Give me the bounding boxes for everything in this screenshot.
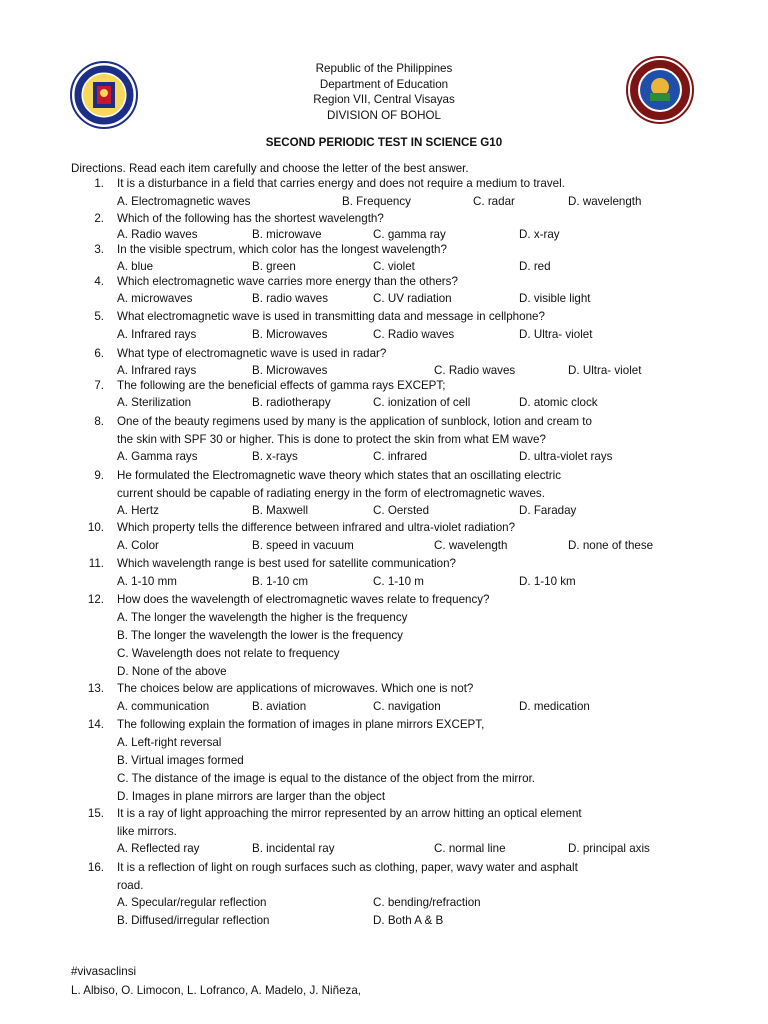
answer-option: B. Maxwell [252,504,309,517]
answer-option: B. Microwaves [252,328,328,341]
question-number: 7. [94,379,104,392]
question-text: Which electromagnetic wave carries more energy than the others? [117,275,458,288]
question-number: 5. [94,310,104,323]
footer-authors: L. Albiso, O. Limocon, L. Lofranco, A. Madelo, J. Niñeza, [71,984,361,997]
header-line: Republic of the Philippines [315,62,453,75]
question-text: Which property tells the difference between infrared and ultra-violet radiation? [117,521,516,534]
answer-option: D. red [519,260,551,273]
question-text: It is a reflection of light on rough surfaces such as clothing, paper, wavy water and asphalt [117,861,578,874]
question-text: How does the wavelength of electromagnetic waves relate to frequency? [117,593,490,606]
answer-option: D. visible light [519,292,591,305]
question-number: 6. [94,347,104,360]
answer-option: D. principal axis [568,842,650,855]
answer-option: B. Virtual images formed [117,754,244,767]
answer-option: A. Color [117,539,159,552]
answer-option: A. Left-right reversal [117,736,222,749]
answer-option: C. gamma ray [373,228,446,241]
question-number: 1. [94,177,104,190]
answer-option: C. violet [373,260,415,273]
answer-option: A. blue [117,260,154,273]
answer-option: D. Faraday [519,504,577,517]
header-block [0,61,768,123]
answer-option: C. radar [473,195,515,208]
question-number: 13. [87,682,104,695]
question-number: 8. [94,415,104,428]
answer-option: D. Both A & B [373,914,444,927]
question-text: One of the beauty regimens used by many is the application of sunblock, lotion and cream to [117,415,592,428]
answer-option: B. x-rays [252,450,298,463]
answer-option: A. Sterilization [117,396,192,409]
answer-option: B. Frequency [342,195,411,208]
question-number: 2. [94,212,104,225]
question-number: 4. [94,275,104,288]
question-text: Which of the following has the shortest wavelength? [117,212,384,225]
answer-option: A. Reflected ray [117,842,200,855]
answer-option: D. Images in plane mirrors are larger than the object [117,790,386,803]
answer-option: B. speed in vacuum [252,539,354,552]
answer-option: C. 1-10 m [373,575,424,588]
question-text: It is a disturbance in a field that carries energy and does not require a medium to travel. [117,177,565,190]
answer-option: C. Radio waves [373,328,455,341]
answer-option: B. microwave [252,228,322,241]
answer-option: A. 1-10 mm [117,575,177,588]
question-number: 11. [88,557,104,570]
answer-option: D. Ultra- violet [568,364,642,377]
answer-option: B. aviation [252,700,307,713]
question-text: In the visible spectrum, which color has the longest wavelength? [117,243,447,256]
answer-option: B. Microwaves [252,364,328,377]
question-number: 12. [87,593,104,606]
question-number: 16. [87,861,104,874]
answer-option: C. Wavelength does not relate to frequency [117,647,340,660]
question-text: He formulated the Electromagnetic wave theory which states that an oscillating electric [117,469,561,482]
question-text: The following are the beneficial effects of gamma rays EXCEPT; [117,379,446,392]
answer-option: A. communication [117,700,210,713]
footer-hashtag: #vivasaclinsi [71,965,137,978]
answer-option: D. wavelength [568,195,642,208]
test-title: SECOND PERIODIC TEST IN SCIENCE G10 [265,136,503,149]
answer-option: C. wavelength [434,539,508,552]
question-number: 10. [87,521,104,534]
answer-option: A. Infrared rays [117,364,197,377]
answer-option: C. Radio waves [434,364,516,377]
answer-option: C. infrared [373,450,428,463]
question-text: Which wavelength range is best used for satellite communication? [117,557,456,570]
answer-option: A. Specular/regular reflection [117,896,267,909]
answer-option: B. Diffused/irregular reflection [117,914,270,927]
answer-option: D. Ultra- violet [519,328,593,341]
question-text: road. [117,879,144,892]
answer-option: D. none of these [568,539,654,552]
answer-option: B. 1-10 cm [252,575,309,588]
question-text: the skin with SPF 30 or higher. This is done to protect the skin from what EM wave? [117,433,546,446]
question-text: The choices below are applications of microwaves. Which one is not? [117,682,474,695]
directions-text: Directions. Read each item carefully and choose the letter of the best answer. [71,162,469,175]
question-number: 15. [87,807,104,820]
answer-option: A. Electromagnetic waves [117,195,251,208]
answer-option: A. The longer the wavelength the higher is the frequency [117,611,408,624]
question-text: What type of electromagnetic wave is used in radar? [117,347,387,360]
question-number: 14. [87,718,104,731]
answer-option: C. UV radiation [373,292,452,305]
answer-option: D. atomic clock [519,396,598,409]
answer-option: C. navigation [373,700,441,713]
question-text: The following explain the formation of images in plane mirrors EXCEPT, [117,718,485,731]
question-text: It is a ray of light approaching the mirror represented by an arrow hitting an optical element [117,807,582,820]
answer-option: C. bending/refraction [373,896,481,909]
answer-option: C. ionization of cell [373,396,471,409]
answer-option: D. None of the above [117,665,227,678]
answer-option: B. The longer the wavelength the lower is the frequency [117,629,403,642]
header-line: Department of Education [319,77,449,91]
question-text: like mirrors. [117,825,177,838]
answer-option: C. Oersted [373,504,430,517]
answer-option: D. medication [519,700,590,713]
answer-option: C. normal line [434,842,506,855]
answer-option: D. x-ray [519,228,560,241]
answer-option: B. radio waves [252,292,329,305]
answer-option: A. Hertz [117,504,159,517]
answer-option: C. The distance of the image is equal to the distance of the object from the mirror. [117,772,536,785]
header-line: Region VII, Central Visayas [313,93,455,106]
header-line: DIVISION OF BOHOL [326,108,442,122]
answer-option: D. ultra-violet rays [519,450,613,463]
answer-option: B. radiotherapy [252,396,331,409]
answer-option: A. microwaves [117,292,193,305]
answer-option: A. Infrared rays [117,328,197,341]
answer-option: B. green [252,260,296,273]
answer-option: A. Radio waves [117,228,198,241]
answer-option: A. Gamma rays [117,450,198,463]
answer-option: B. incidental ray [252,842,335,855]
question-number: 3. [94,243,104,256]
question-text: What electromagnetic wave is used in transmitting data and message in cellphone? [117,310,545,323]
question-number: 9. [94,469,104,482]
answer-option: D. 1-10 km [519,575,576,588]
question-text: current should be capable of radiating energy in the form of electromagnetic waves. [117,487,545,500]
